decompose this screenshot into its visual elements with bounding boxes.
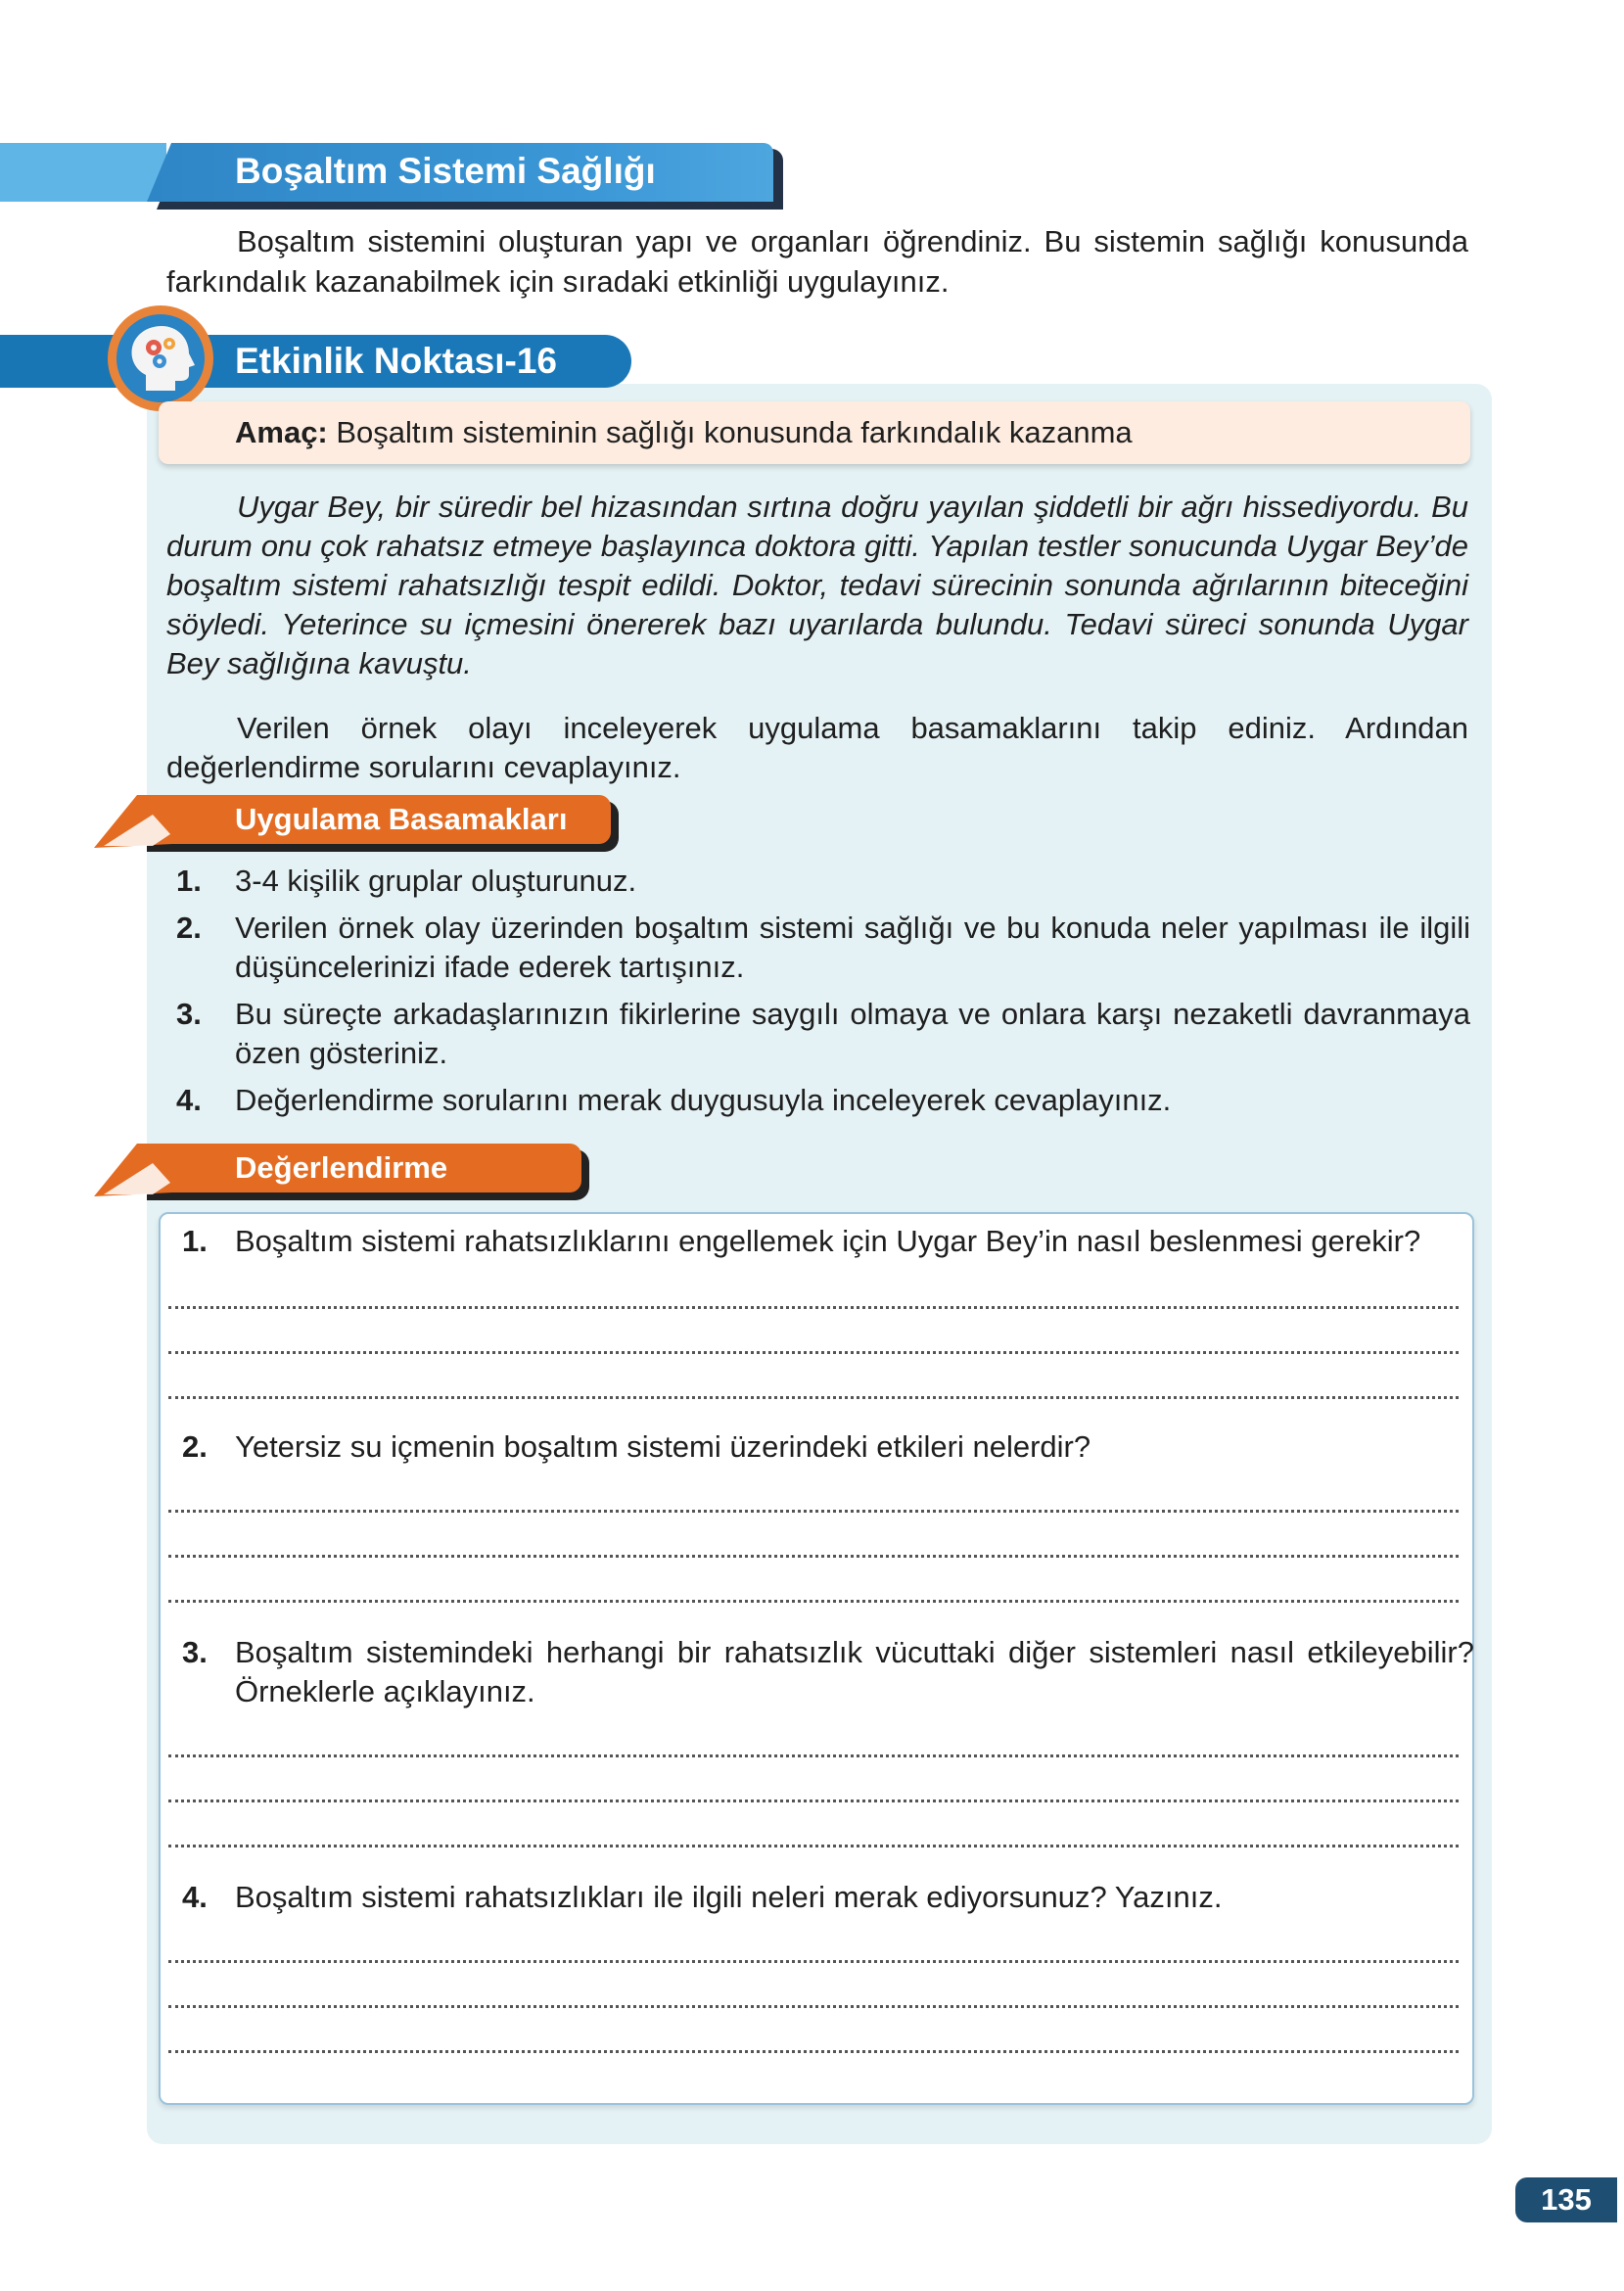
step-text: 3-4 kişilik gruplar oluşturunuz. xyxy=(235,864,637,898)
answer-line[interactable] xyxy=(168,1396,1459,1399)
question-4 xyxy=(182,1878,1474,1917)
answer-line[interactable] xyxy=(168,1510,1459,1513)
step-number: 1. xyxy=(176,864,202,898)
page-number: 135 xyxy=(1515,2177,1617,2222)
head-gears-icon xyxy=(116,314,205,402)
question-3 xyxy=(182,1633,1474,1711)
question-1 xyxy=(182,1222,1474,1261)
list-item xyxy=(176,995,1470,1073)
question-number: 2. xyxy=(182,1429,208,1464)
answer-line[interactable] xyxy=(168,2050,1459,2053)
step-number: 2. xyxy=(176,911,202,945)
goal-text xyxy=(235,401,1133,464)
step-text: Değerlendirme sorularını merak duygusuyla inceleyerek cevaplayınız. xyxy=(235,1083,1172,1117)
step-text: Verilen örnek olay üzerinden boşaltım sistemi sağlığı ve bu konuda neler yapılması ile ilgili düşüncelerinizi ifade ederek tartışınız. xyxy=(235,911,1470,984)
evaluation-heading: Değerlendirme xyxy=(235,1150,448,1185)
answer-line[interactable] xyxy=(168,1754,1459,1757)
section-title: Boşaltım Sistemi Sağlığı xyxy=(235,151,656,191)
answer-line[interactable] xyxy=(168,1960,1459,1963)
question-text: Boşaltım sistemindeki herhangi bir rahatsızlık vücuttaki diğer sistemleri nasıl etkileyebilir? Örneklerle açıklayınız. xyxy=(235,1635,1474,1708)
goal-label: Amaç: xyxy=(235,415,328,449)
steps-list xyxy=(176,862,1470,1128)
list-item xyxy=(176,862,1470,901)
evaluation-ribbon-fold xyxy=(94,1144,172,1204)
activity-title: Etkinlik Noktası-16 xyxy=(235,341,558,381)
question-number: 4. xyxy=(182,1880,208,1914)
step-number: 4. xyxy=(176,1083,202,1117)
question-2 xyxy=(182,1427,1474,1467)
answer-line[interactable] xyxy=(168,1555,1459,1558)
step-number: 3. xyxy=(176,997,202,1031)
answer-line[interactable] xyxy=(168,1800,1459,1802)
instruction-paragraph: Verilen örnek olayı inceleyerek uygulama basamaklarını takip ediniz. Ardından değerlendirme sorularını cevaplayınız. xyxy=(166,711,1468,784)
answer-line[interactable] xyxy=(168,1845,1459,1847)
list-item xyxy=(176,909,1470,987)
steps-heading: Uygulama Basamakları xyxy=(235,802,568,836)
steps-ribbon-fold xyxy=(94,795,172,856)
intro-paragraph: Boşaltım sistemini oluşturan yapı ve organları öğrendiniz. Bu sistemin sağlığı konusunda farkındalık kazanabilmek için sıradaki etkinliği uygulayınız. xyxy=(166,224,1468,299)
answer-line[interactable] xyxy=(168,1306,1459,1309)
list-item xyxy=(176,1081,1470,1120)
step-text: Bu süreçte arkadaşlarınızın fikirlerine saygılı olmaya ve onlara karşı nezaketli davranmaya özen gösteriniz. xyxy=(235,997,1470,1070)
question-text: Yetersiz su içmenin boşaltım sistemi üzerindeki etkileri nelerdir? xyxy=(235,1429,1091,1464)
question-text: Boşaltım sistemi rahatsızlıklarını engellemek için Uygar Bey’in nasıl beslenmesi gerekir? xyxy=(235,1224,1421,1258)
case-story: Uygar Bey, bir süredir bel hizasından sırtına doğru yayılan şiddetli bir ağrı hissediyordu. Bu durum onu çok rahatsız etmeye başlayınca doktora gitti. Yapılan testler sonucunda Uygar Bey’de boşaltım sistemi rahatsızlığı tespit edildi. Doktor, tedavi sürecinin sonunda ağrılarının biteceğini söyledi. Yeterince su içmesini önererek bazı uyarılarda bulundu. Tedavi süreci sonunda Uygar Bey sağlığına kavuştu. xyxy=(166,490,1468,680)
answer-line[interactable] xyxy=(168,1600,1459,1603)
answer-line[interactable] xyxy=(168,2005,1459,2008)
answer-line[interactable] xyxy=(168,1351,1459,1354)
goal-description: Boşaltım sisteminin sağlığı konusunda farkındalık kazanma xyxy=(327,415,1133,449)
question-number: 1. xyxy=(182,1224,208,1258)
question-number: 3. xyxy=(182,1635,208,1669)
question-text: Boşaltım sistemi rahatsızlıkları ile ilgili neleri merak ediyorsunuz? Yazınız. xyxy=(235,1880,1223,1914)
title-stripe xyxy=(0,143,166,202)
